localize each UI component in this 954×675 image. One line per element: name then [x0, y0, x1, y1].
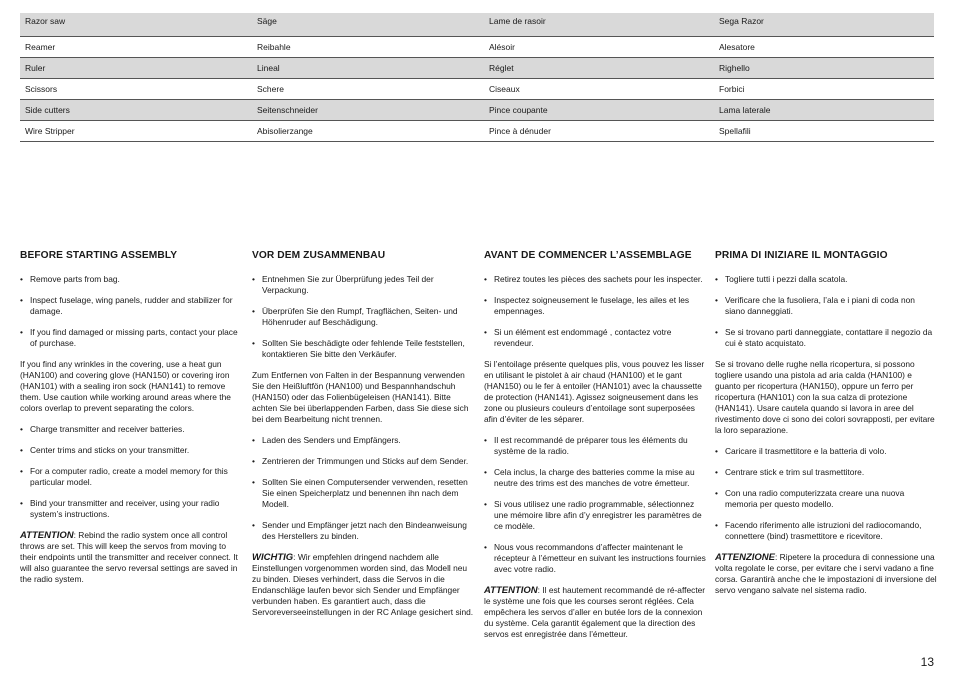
checklist-2 [20, 424, 242, 520]
note-text: : Rebind the radio system once all control throws are set. This will keep the servos from moving to their endpoints until the transmitter and receiver connect. It will also guarantee the servo reversal settings are saved in the radio system. [20, 530, 238, 584]
table-cell: Reibahle [252, 37, 484, 58]
covering-paragraph: If you find any wrinkles in the covering, use a heat gun (HAN100) and covering glove (HAN150) or covering iron (HAN101) with a sealing iron sock (HAN141) to remove them. Use caution while working around areas where the colors overlap to prevent separating the colors. [20, 359, 231, 413]
list-item: • Laden des Senders und Empfängers. [252, 435, 474, 446]
covering-paragraph: Zum Entfernen von Falten in der Bespannung verwenden Sie den Heißluftfön (HAN100) und Bespannhandschuh (HAN150) oder das Folienbügeleisen (HAN141). Bitte achten Sie bei überlappenden Farben, dass Sie diese sich bei dem Bearbeitung nicht trennen. [252, 370, 469, 424]
note-label: ATTENTION [20, 530, 74, 541]
table-cell: Lama laterale [714, 100, 934, 121]
list-item: • Nous vous recommandons d’affecter maintenant le récepteur à l’émetteur en suivant les instructions fournies avec votre radio. [484, 542, 706, 575]
tools-table-body [20, 13, 934, 142]
note-text: : Ripetere la procedura di connessione una volta regolate le corse, per evitare che i servi vadano a fine corsa. Garantirà anche che le impostazioni di inversione del servo vengano salvate nel sistema radio. [715, 552, 937, 595]
attention-note [252, 552, 474, 618]
attention-note [715, 552, 937, 596]
list-item: • Caricare il trasmettitore e la batteria di volo. [715, 446, 937, 457]
note-text: : Wir empfehlen dringend nachdem alle Einstellungen vorgenommen worden sind, das Modell neu zu binden. Dieses verhindert, dass die Servos in die Endanschläge laufen bevor sich Sender und Empfänger verbunden haben. Es garantiert auch, dass die Servoreverseeinstellungen in der RC Anlage gesichert sind. [252, 552, 474, 617]
table-row [20, 121, 934, 142]
table-cell: Scissors [20, 79, 252, 100]
table-cell: Pince coupante [484, 100, 714, 121]
list-item: • Remove parts from bag. [20, 274, 242, 285]
list-item: • Con una radio computerizzata creare una nuova memoria per questo modello. [715, 488, 937, 510]
list-item: • Center trims and sticks on your transmitter. [20, 445, 242, 456]
list-item: • Togliere tutti i pezzi dalla scatola. [715, 274, 937, 285]
list-item: • Inspectez soigneusement le fuselage, les ailes et les empennages. [484, 295, 706, 317]
table-row [20, 79, 934, 100]
list-item: • Überprüfen Sie den Rumpf, Tragflächen, Seiten- und Höhenruder auf Beschädigung. [252, 306, 474, 328]
list-item: • Cela inclus, la charge des batteries comme la mise au neutre des trims est des manches de votre émetteur. [484, 467, 706, 489]
table-row [20, 100, 934, 121]
section-fr [484, 250, 706, 650]
attention-note [20, 530, 242, 585]
section-de [252, 250, 474, 628]
list-item: • Entnehmen Sie zur Überprüfung jedes Teil der Verpackung. [252, 274, 474, 296]
table-row [20, 58, 934, 79]
table-cell: Lineal [252, 58, 484, 79]
list-item: • Si vous utilisez une radio programmable, sélectionnez une mémoire libre afin d’y enregistrer les paramètres de ce modèle. [484, 499, 706, 532]
table-cell: Reamer [20, 37, 252, 58]
table-cell: Pince à dénuder [484, 121, 714, 142]
list-item: • Sender und Empfänger jetzt nach den Bindeanweisung des Herstellers zu binden. [252, 520, 474, 542]
table-cell: Razor saw [20, 13, 252, 37]
table-cell: Forbici [714, 79, 934, 100]
table-cell: Righello [714, 58, 934, 79]
tools-translation-table [20, 13, 934, 142]
section-heading: AVANT DE COMMENCER L’ASSEMBLAGE [484, 250, 692, 261]
section-it [715, 250, 937, 606]
checklist-2 [715, 446, 937, 542]
table-cell: Wire Stripper [20, 121, 252, 142]
table-cell: Ruler [20, 58, 252, 79]
checklist-2 [252, 435, 474, 542]
table-cell: Réglet [484, 58, 714, 79]
covering-paragraph: Si l’entoilage présente quelques plis, vous pouvez les lisser en utilisant le pistolet à air chaud (HAN100) et le gant (HAN150) ou le fer à entoiler (HAN101) avec la chaussette de protection (HAN141). Agissez soigneusement dans les zone ou plusieurs couleurs d’entoilage sont superposées afin d’éviter de les séparer. [484, 359, 705, 424]
list-item: • Verificare che la fusoliera, l’ala e i piani di coda non siano danneggiati. [715, 295, 937, 317]
checklist-1 [252, 274, 474, 360]
table-row [20, 13, 934, 37]
table-cell: Alesatore [714, 37, 934, 58]
note-text: : Il est hautement recommandé de ré-affecter le système une fois que les courses seront réglées. Cela empêchera les servos d’aller en butée lors de la connexion du système. Cela garantit également que la direction des servos est enregistrée dans l’émetteur. [484, 585, 706, 639]
list-item: • Zentrieren der Trimmungen und Sticks auf dem Sender. [252, 456, 474, 467]
attention-note [484, 585, 706, 640]
table-cell: Säge [252, 13, 484, 37]
list-item: • For a computer radio, create a model memory for this particular model. [20, 466, 242, 488]
section-heading: BEFORE STARTING ASSEMBLY [20, 250, 178, 261]
note-label: ATTENTION [484, 585, 538, 596]
covering-paragraph: Se si trovano delle rughe nella ricopertura, si possono togliere usando una pistola ad aria calda (HAN100) e guanto per ricopertura (HAN150), oppure un ferro per ricopertura (HAN101) con la sua calza di protezione (HAN141). Usare cautela quando si lavora in aree del rivestimento dove ci sono dei colori sovrapposti, per evitare la loro separazione. [715, 359, 935, 435]
section-heading: PRIMA DI INIZIARE IL MONTAGGIO [715, 250, 888, 261]
list-item: • Se si trovano parti danneggiate, contattare il negozio da cui è stato acquistato. [715, 327, 937, 349]
list-item: • Retirez toutes les pièces des sachets pour les inspecter. [484, 274, 706, 285]
list-item: • Charge transmitter and receiver batteries. [20, 424, 242, 435]
list-item: • If you find damaged or missing parts, contact your place of purchase. [20, 327, 242, 349]
table-cell: Spellafili [714, 121, 934, 142]
table-cell: Side cutters [20, 100, 252, 121]
section-heading: VOR DEM ZUSAMMENBAU [252, 250, 386, 261]
table-row [20, 37, 934, 58]
table-cell: Abisolierzange [252, 121, 484, 142]
table-cell: Lame de rasoir [484, 13, 714, 37]
checklist-2 [484, 435, 706, 575]
page-number: 13 [920, 655, 934, 669]
list-item: • Sollten Sie beschädigte oder fehlende Teile feststellen, kontaktieren Sie bitte den Verkäufer. [252, 338, 474, 360]
table-cell: Schere [252, 79, 484, 100]
list-item: • Si un élément est endommagé , contactez votre revendeur. [484, 327, 706, 349]
checklist-1 [20, 274, 242, 349]
note-label: WICHTIG [252, 552, 294, 563]
list-item: • Bind your transmitter and receiver, using your radio system’s instructions. [20, 498, 242, 520]
table-cell: Sega Razor [714, 13, 934, 37]
list-item: • Facendo riferimento alle istruzioni del radiocomando, connettere (bind) trasmettitore e ricevitore. [715, 520, 937, 542]
section-en [20, 250, 242, 595]
note-label: ATTENZIONE [715, 552, 775, 563]
table-cell: Ciseaux [484, 79, 714, 100]
checklist-1 [715, 274, 937, 349]
table-cell: Seitenschneider [252, 100, 484, 121]
table-cell: Alésoir [484, 37, 714, 58]
checklist-1 [484, 274, 706, 349]
list-item: • Il est recommandé de préparer tous les éléments du système de la radio. [484, 435, 706, 457]
list-item: • Inspect fuselage, wing panels, rudder and stabilizer for damage. [20, 295, 242, 317]
list-item: • Centrare stick e trim sul trasmettitore. [715, 467, 937, 478]
list-item: • Sollten Sie einen Computersender verwenden, resetten Sie einen Speicherplatz und benennen ihn nach dem Modell. [252, 477, 474, 510]
